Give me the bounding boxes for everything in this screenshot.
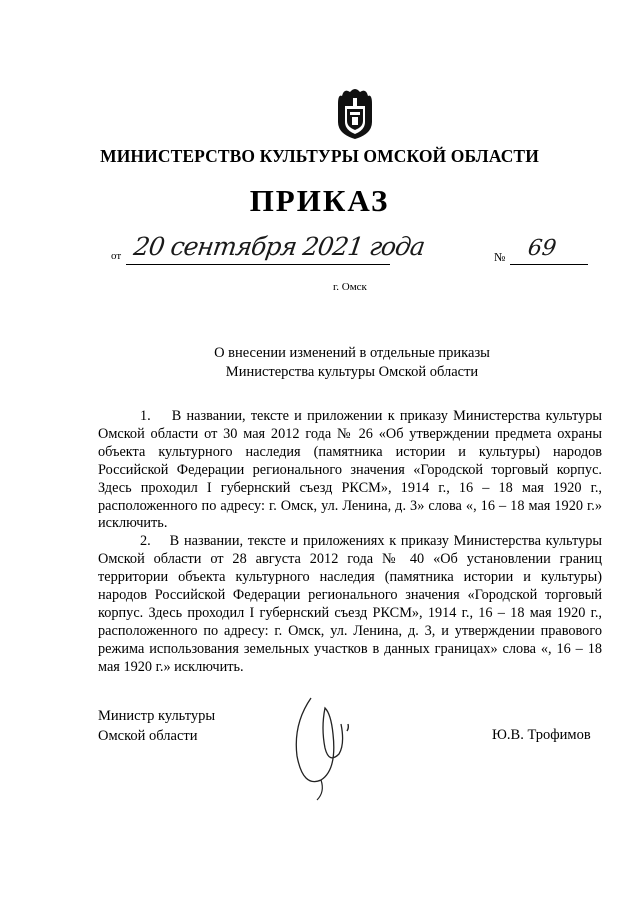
handwritten-date: 20 сентября 2021 года (131, 232, 427, 261)
date-underline (126, 264, 390, 265)
position-line-2: Омской области (98, 728, 198, 744)
ministry-name: МИНИСТЕРСТВО КУЛЬТУРЫ ОМСКОЙ ОБЛАСТИ (100, 146, 539, 166)
document-type-title: ПРИКАЗ (249, 183, 390, 218)
subject-line-1: О внесении изменений в отдельные приказы (214, 345, 490, 361)
position-line-1: Министр культуры (98, 708, 216, 724)
document-body (98, 408, 602, 677)
paragraph-1: 1. В названии, тексте и приложении к приказу Министерства культуры Омской области от 30 мая 2012 года № 26 «Об утверждении предмета охраны объекта культурного наследия (памятника истории и культуры) народов Российской Федерации регионального значения «Городской торговый корпус. Здесь проходил I губернский съезд РКСМ», 1914 г., 16 – 18 мая 1920 г., расположенного по адресу: г. Омск, ул. Ленина, д. 3» слова «, 16 – 18 мая 1920 г.» исключить. (98, 408, 602, 532)
city: г. Омск (333, 281, 367, 293)
signer-position (98, 706, 215, 746)
paragraph-2: 2. В названии, тексте и приложениях к приказу Министерства культуры Омской области от 28 августа 2012 года № 40 «Об установлении границ территории объекта культурного наследия (памятника истории и культуры) народов Российской Федерации регионального значения «Городской торговый корпус. Здесь проходил I губернский съезд РКСМ», 1914 г., 16 – 18 мая 1920 г., расположенного по адресу: г. Омск, ул. Ленина, д. 3, и утверждении правового режима использования земельных участков в данных границах» слова «, 16 – 18 мая 1920 г.» исключить. (98, 533, 602, 675)
number-prefix: № (494, 250, 506, 264)
handwritten-signature-icon (281, 684, 371, 804)
handwritten-number: 69 (526, 236, 558, 261)
subject-line-2: Министерства культуры Омской области (225, 364, 479, 380)
number-underline (510, 264, 588, 265)
omsk-coat-of-arms-icon (334, 86, 376, 140)
document-subject (0, 344, 639, 382)
signer-name: Ю.В. Трофимов (492, 727, 591, 743)
date-prefix: от (111, 250, 122, 262)
